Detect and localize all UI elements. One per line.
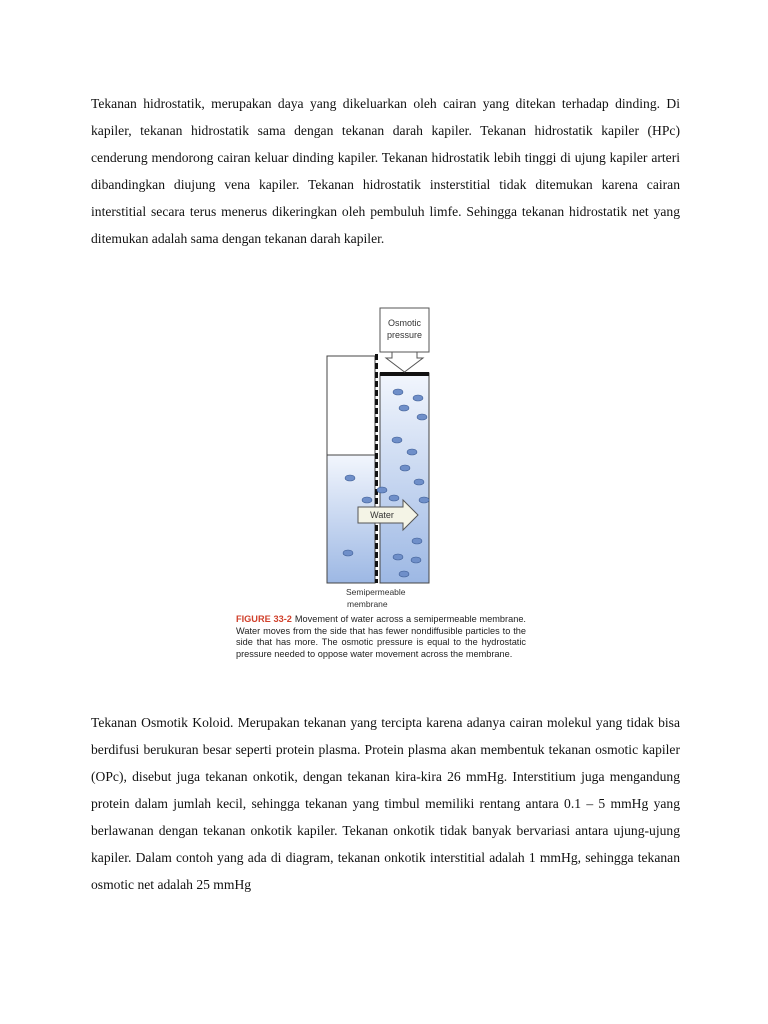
osmosis-diagram (236, 300, 532, 614)
particle (362, 497, 372, 503)
particle (393, 389, 403, 395)
right-compartment (380, 373, 429, 583)
particle (399, 405, 409, 411)
water-label: Water (370, 510, 394, 520)
particle (412, 538, 422, 544)
particle (345, 475, 355, 481)
paragraph-hydrostatic-pressure: Tekanan hidrostatik, merupakan daya yang dikeluarkan oleh cairan yang ditekan terhadap dinding. Di kapiler, tekanan hidrostatik sama dengan tekanan darah kapiler. Tekanan hidrostatik kapiler (HPc) cenderung mendorong cairan keluar dinding kapiler. Tekanan hidrostatik lebih tinggi di ujung kapiler arteri dibandingkan diujung vena kapiler. Tekanan hidrostatik insterstitial tidak ditemukan karena cairan interstitial secara terus menerus dikeringkan oleh pembuluh limfe. Sehingga tekanan hidrostatik net yang ditemukan adalah sama dengan tekanan darah kapiler. (91, 96, 680, 246)
figure-caption-text: Movement of water across a semipermeable membrane. Water moves from the side that has fewer nondiffusible particles to the side that has more. The osmotic pressure is equal to the hydrostatic pressure needed to oppose water movement across the membrane. (236, 614, 526, 659)
osmotic-label-line1: Osmotic (387, 318, 422, 328)
particle (411, 557, 421, 563)
particle (417, 414, 427, 420)
particle (399, 571, 409, 577)
osmosis-figure (236, 300, 532, 690)
particle (393, 554, 403, 560)
paragraph-colloid-osmotic-pressure: Tekanan Osmotik Koloid. Merupakan tekanan yang tercipta karena adanya cairan molekul yang tidak bisa berdifusi berukuran besar seperti protein plasma. Protein plasma akan membentuk tekanan osmotic kapiler (OPc), disebut juga tekanan onkotik, dengan tekanan kira-kira 26 mmHg. Interstitium juga mengandung protein dalam jumlah kecil, sehingga tekanan yang timbul memiliki rentang antara 0.1 – 5 mmHg yang berlawanan dengan tekanan onkotik kapiler. Tekanan onkotik tidak banyak bervariasi antara ujung-ujung kapiler. Dalam contoh yang ada di diagram, tekanan onkotik interstitial adalah 1 mmHg, sehingga tekanan osmotic net adalah 25 mmHg (91, 715, 680, 892)
particle (407, 449, 417, 455)
membrane-label-line2: membrane (347, 599, 388, 609)
membrane-label-line1: Semipermeable (346, 587, 406, 597)
particle (343, 550, 353, 556)
figure-caption-label: FIGURE 33-2 (236, 614, 292, 624)
particle (419, 497, 429, 503)
figure-caption (236, 614, 526, 660)
particle (413, 395, 423, 401)
osmotic-label-line2: pressure (386, 330, 423, 340)
particle (414, 479, 424, 485)
particle (389, 495, 399, 501)
particle (377, 487, 387, 493)
particle (392, 437, 402, 443)
particle (400, 465, 410, 471)
downward-arrow-icon (386, 352, 423, 372)
